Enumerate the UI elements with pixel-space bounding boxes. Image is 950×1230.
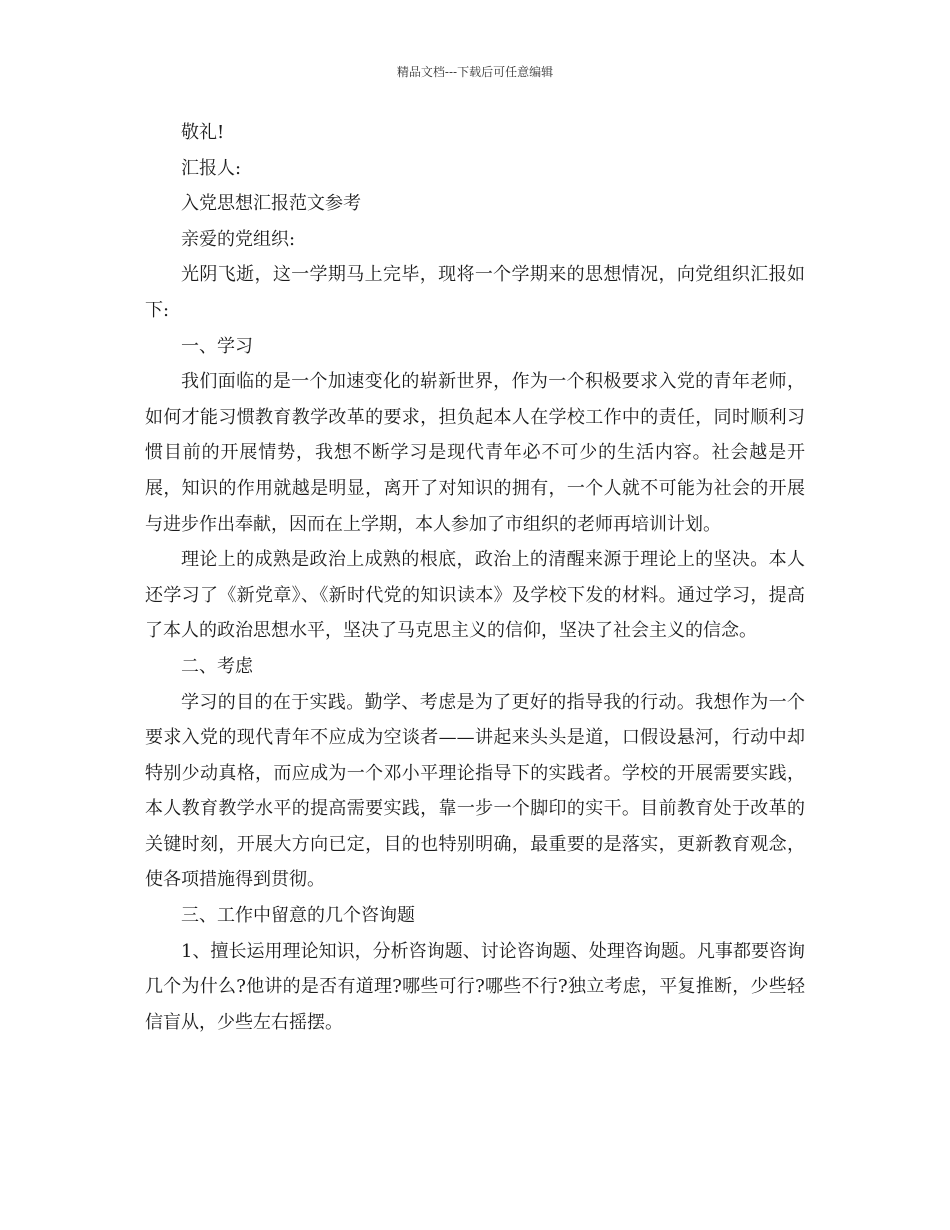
section-heading-reflection: 二、考虑 [181,655,253,677]
body-paragraph: 理论上的成熟是政治上成熟的根底，政治上的清醒来源于理论上的坚决。本人还学习了《新党章》、《新时代党的知识读本》及学校下发的材料。通过学习，提高了本人的政治思想水平，坚决了马克思主义的信仰，坚决了社会主义的信念。 [145,549,805,642]
section-heading-issues: 三、工作中留意的几个咨询题 [181,905,415,927]
document-title: 入党思想汇报范文参考 [181,193,361,215]
section-heading-study: 一、学习 [181,335,253,357]
intro-paragraph: 光阴飞逝，这一学期马上完毕，现将一个学期来的思想情况，向党组织汇报如下: [145,264,805,321]
body-paragraph: 学习的目的在于实践。勤学、考虑是为了更好的指导我的行动。我想作为一个要求入党的现代青年不应成为空谈者——讲起来头头是道，口假设悬河，行动中却特别少动真格，而应成为一个邓小平理论指导下的实践者。学校的开展需要实践，本人教育教学水平的提高需要实践，靠一步一个脚印的实干。目前教育处于改革的关键时刻，开展大方向已定，目的也特别明确，最重要的是落实，更新教育观念，使各项措施得到贯彻。 [145,691,805,891]
reporter-signature: 汇报人: [181,157,242,179]
greeting: 亲爱的党组织: [181,228,296,250]
page-header: 精品文档---下载后可任意编辑 [396,65,554,79]
document-body [145,115,805,1040]
body-paragraph: 我们面临的是一个加速变化的崭新世界，作为一个积极要求入党的青年老师，如何才能习惯教育教学改革的要求，担负起本人在学校工作中的责任，同时顺利习惯目前的开展情势，我想不断学习是现代青年必不可少的生活内容。社会越是开展，知识的作用就越是明显，离开了对知识的拥有，一个人就不可能为社会的开展与进步作出奉献，因而在上学期，本人参加了市组织的老师再培训计划。 [145,371,805,535]
closing-salutation: 敬礼! [181,122,225,143]
body-paragraph: 1、擅长运用理论知识，分析咨询题、讨论咨询题、处理咨询题。凡事都要咨询几个为什么?他讲的是否有道理?哪些可行?哪些不行?独立考虑，平复推断，少些轻信盲从，少些左右摇摆。 [145,940,805,1033]
